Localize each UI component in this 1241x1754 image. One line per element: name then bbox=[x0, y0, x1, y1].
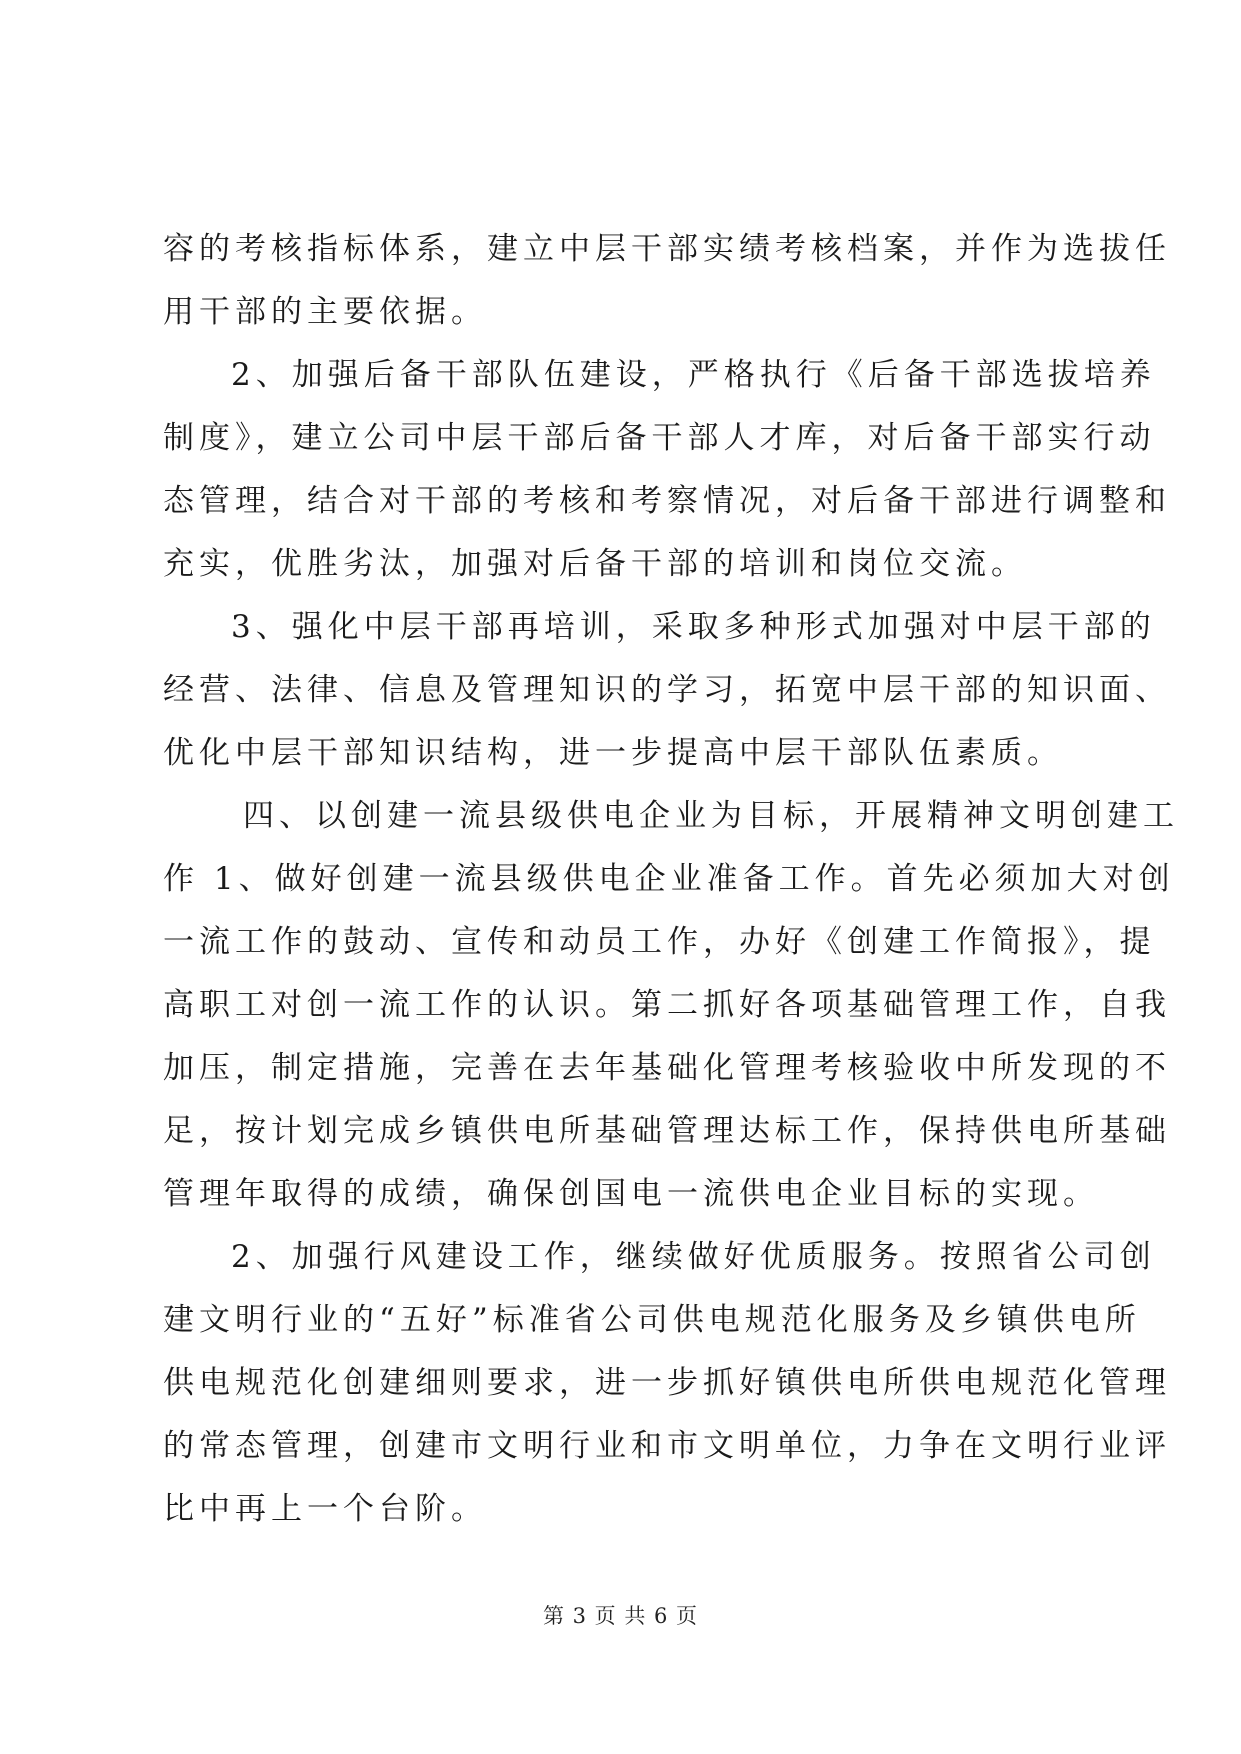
text-line: 制度》，建立公司中层干部后备干部人才库，对后备干部实行动 bbox=[163, 420, 1156, 456]
text-line: 供电规范化创建细则要求，进一步抓好镇供电所供电规范化管理 bbox=[163, 1365, 1171, 1401]
text-line: 态管理，结合对干部的考核和考察情况，对后备干部进行调整和 bbox=[163, 483, 1171, 519]
paragraph-start-line: 2、加强后备干部队伍建设，严格执行《后备干部选拔培养 bbox=[231, 357, 1156, 393]
document-body bbox=[163, 218, 1179, 1541]
text-line: 建文明行业的“五好”标准省公司供电规范化服务及乡镇供电所 bbox=[163, 1302, 1141, 1338]
text-line: 高职工对创一流工作的认识。第二抓好各项基础管理工作，自我 bbox=[163, 987, 1171, 1023]
text-line: 用干部的主要依据。 bbox=[163, 294, 487, 330]
text-line: 一流工作的鼓动、宣传和动员工作，办好《创建工作简报》，提 bbox=[163, 924, 1156, 960]
text-line: 足，按计划完成乡镇供电所基础管理达标工作，保持供电所基础 bbox=[163, 1113, 1171, 1149]
text-line: 加压，制定措施，完善在去年基础化管理考核验收中所发现的不 bbox=[163, 1050, 1171, 1086]
text-line: 比中再上一个台阶。 bbox=[163, 1491, 487, 1527]
section-heading-line: 四、以创建一流县级供电企业为目标，开展精神文明创建工 bbox=[243, 798, 1179, 834]
page-number-footer: 第 3 页 共 6 页 bbox=[542, 1604, 699, 1628]
paragraph-start-line: 3、强化中层干部再培训，采取多种形式加强对中层干部的 bbox=[231, 609, 1156, 645]
text-line: 作 1、做好创建一流县级供电企业准备工作。首先必须加大对创 bbox=[163, 861, 1175, 897]
text-line: 优化中层干部知识结构，进一步提高中层干部队伍素质。 bbox=[163, 735, 1063, 771]
text-line: 经营、法律、信息及管理知识的学习，拓宽中层干部的知识面、 bbox=[163, 672, 1171, 708]
text-line: 的常态管理，创建市文明行业和市文明单位，力争在文明行业评 bbox=[163, 1428, 1171, 1464]
text-line: 充实，优胜劣汰，加强对后备干部的培训和岗位交流。 bbox=[163, 546, 1027, 582]
paragraph-start-line: 2、加强行风建设工作，继续做好优质服务。按照省公司创 bbox=[231, 1239, 1156, 1275]
text-line: 容的考核指标体系，建立中层干部实绩考核档案，并作为选拔任 bbox=[163, 231, 1171, 267]
text-line: 管理年取得的成绩，确保创国电一流供电企业目标的实现。 bbox=[163, 1176, 1099, 1212]
